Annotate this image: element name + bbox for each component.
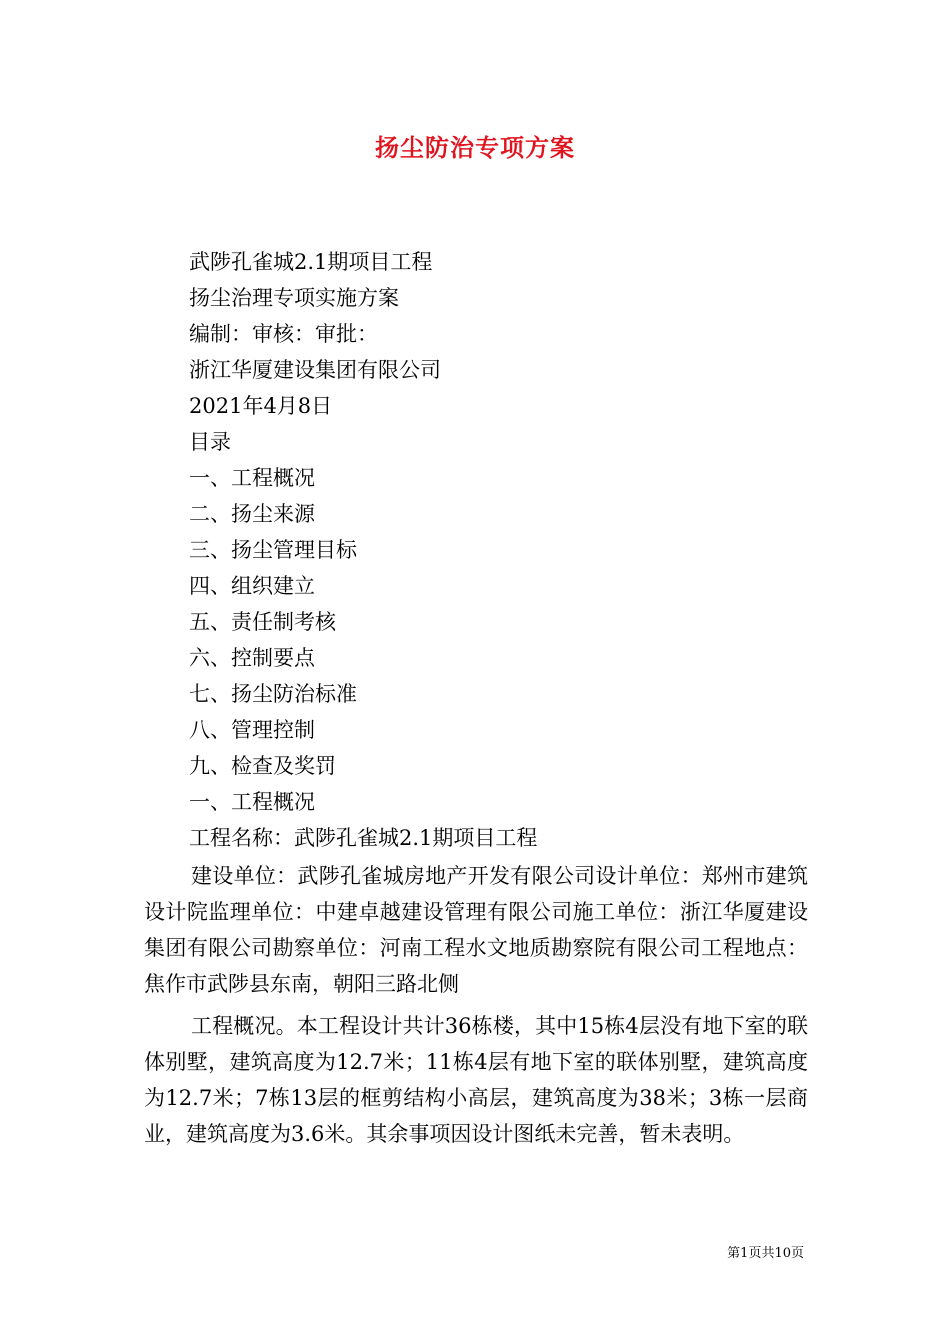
- company-line: 浙江华厦建设集团有限公司: [189, 358, 441, 382]
- project-name-field: 工程名称：武陟孔雀城2.1期项目工程: [189, 826, 538, 850]
- toc-item: 三、扬尘管理目标: [189, 538, 357, 562]
- toc-item: 四、组织建立: [189, 574, 315, 598]
- toc-item: 八、管理控制: [189, 718, 315, 742]
- date-line: 2021年4月8日: [189, 394, 333, 418]
- toc-item: 九、检查及奖罚: [189, 754, 336, 778]
- toc-item: 五、责任制考核: [189, 610, 336, 634]
- units-paragraph: 建设单位：武陟孔雀城房地产开发有限公司设计单位：郑州市建筑设计院监理单位：中建卓越建设管理有限公司施工单位：浙江华厦建设集团有限公司勘察单位：河南工程水文地质勘察院有限公司工程地点：焦作市武陟县东南，朝阳三路北侧: [144, 864, 808, 996]
- project-name-line: 武陟孔雀城2.1期项目工程: [189, 250, 433, 274]
- toc-heading: 目录: [189, 430, 231, 454]
- document-body: [144, 244, 808, 1152]
- toc-item: 七、扬尘防治标准: [189, 682, 357, 706]
- toc-item: 二、扬尘来源: [189, 502, 315, 526]
- overview-paragraph: 工程概况。本工程设计共计36栋楼，其中15栋4层没有地下室的联体别墅，建筑高度为12.7米；11栋4层有地下室的联体别墅，建筑高度为12.7米；7栋13层的框剪结构小高层，建筑高度为38米；3栋一层商业，建筑高度为3.6米。其余事项因设计图纸未完善，暂未表明。: [144, 1014, 808, 1146]
- document-title: 扬尘防治专项方案: [375, 133, 575, 162]
- plan-name-line: 扬尘治理专项实施方案: [189, 286, 399, 310]
- signoff-line: 编制：审核：审批：: [189, 322, 378, 346]
- section-heading: 一、工程概况: [189, 790, 315, 814]
- toc-item: 六、控制要点: [189, 646, 315, 670]
- toc-item: 一、工程概况: [189, 466, 315, 490]
- page-number-footer: 第1页共10页: [727, 1246, 804, 1261]
